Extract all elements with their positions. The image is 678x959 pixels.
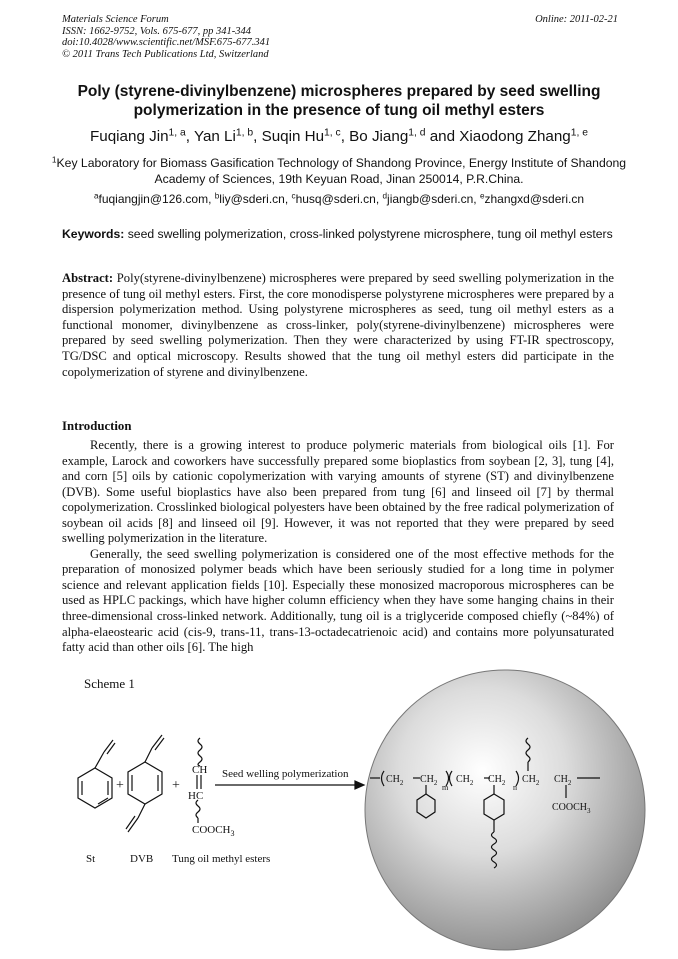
scheme-figure <box>0 668 678 958</box>
chain-ch2: $CH_2$ <box>554 774 572 787</box>
chain-cooch3: $COOCH_3$ <box>552 802 591 815</box>
issn-line: ISSN: 1662-9752, Vols. 675-677, pp 341-344 <box>62 25 251 37</box>
keywords-text: seed swelling polymerization, cross-linked polystyrene microsphere, tung oil methyl esters <box>127 227 613 241</box>
doi-line: doi:10.4028/www.scientific.net/MSF.675-677.341 <box>62 37 271 48</box>
online-date: Online: 2011-02-21 <box>535 14 618 25</box>
email-marker: d <box>382 191 388 201</box>
author-affiliation-marker: 1, e <box>570 127 588 139</box>
intro-paragraph: Recently, there is a growing interest to produce polymeric materials from biological oils [1]. For example, Larock and coworkers have successfully prepared some bioplastics from soybean [2, 3], tung [4], and corn [5] oils by cationic copolymerization with varying amounts of styrene (ST) and divinylbenzene (DVB). Some useful bioplastics have also been prepared from tung [6] and linseed oil [7] by thermal copolymerization. Crosslinked biological polyesters have been obtained by the free radical polymerization of soybean oil acids [8] and linseed oil [9]. However, it was not reported that they were prepared by seed swelling polymerization in the literature. <box>62 438 614 546</box>
author-separator: and <box>425 128 460 145</box>
chain-m: m <box>442 783 449 792</box>
tung-oil-structure <box>196 738 202 823</box>
abstract-text: Poly(styrene-divinylbenzene) microspheres were prepared by seed swelling polymerization in the presence of tung oil methyl esters. First, the core monodisperse polystyrene microspheres were prepared by a dispersion polymerization method. Using polystyrene microspheres as seed, tung oil methyl esters as a functional monomer, divinylbenzene as cross-linker, poly(styrene-divinylbenzene) microspheres were prepared by seed swelling polymerization. Then they were characterized by using FT-IR spectroscopy, TG/DSC and optical microscopy. Results showed that the tung oil methyl esters did participate in the copolymerization of styrene and divinylbenzene. <box>62 271 614 379</box>
email-marker: e <box>479 191 485 201</box>
author-affiliation-marker: 1, c <box>324 127 341 139</box>
author-name: Bo Jiang <box>349 128 409 145</box>
email-address[interactable]: jiangb@sderi.cn <box>387 192 474 206</box>
ch-label: CH <box>192 764 208 776</box>
author-name: Fuqiang Jin <box>90 128 169 145</box>
plus-sign: + <box>172 778 180 793</box>
author-name: Suqin Hu <box>261 128 325 145</box>
chain-ch2: $CH_2$ <box>456 774 474 787</box>
affiliation <box>40 155 638 187</box>
chain-ch2: $CH_2$ <box>386 774 404 787</box>
hc-label: HC <box>188 790 204 802</box>
keywords <box>62 226 614 242</box>
microsphere <box>365 670 645 950</box>
abstract <box>62 271 614 380</box>
email-address[interactable]: liy@sderi.cn <box>219 192 285 206</box>
introduction-body <box>62 438 614 656</box>
email-marker: b <box>214 191 220 201</box>
intro-paragraph: Generally, the seed swelling polymerization is considered one of the most effective methods for the preparation of monosized polymer beads which have been seriously studied for a long time in polymer science and relevant application fields [10]. Especially these monosized macroporous microspheres can be used as HPLC packings, which have higher column efficiency when they have some hanging chains in their three-dimensional cross-linked network. Additionally, tung oil is a triglyceride composed chiefly (~84%) of alpha-elaeostearic acid (cis-9, trans-11, trans-13-octadecatrienoic acid) and contains more polyunsaturated fatty acid than other oils [6]. The high <box>62 546 614 655</box>
abstract-label: Abstract: <box>62 271 114 285</box>
author-name: Yan Li <box>193 128 236 145</box>
journal-header <box>62 14 618 60</box>
author-name: Xiaodong Zhang <box>459 128 571 145</box>
chain-ch2: $CH_2$ <box>488 774 506 787</box>
email-marker: a <box>93 191 99 201</box>
styrene-structure <box>78 740 115 808</box>
chain-n: n <box>513 783 517 792</box>
copyright-line: © 2011 Trans Tech Publications Ltd, Switzerland <box>62 48 269 60</box>
label-st: St <box>86 853 96 865</box>
affiliation-text: Key Laboratory for Biomass Gasification Technology of Shandong Province, Energy Institute of Shandong Academy of Sciences, 19th Keyuan Road, Jinan 250014, P.R.China. <box>56 156 627 186</box>
journal-name: Materials Science Forum <box>62 14 169 25</box>
paper-title: Poly (styrene-divinylbenzene) microspheres prepared by seed swelling polymerization in the presence of tung oil methyl esters <box>77 83 601 119</box>
keywords-label: Keywords: <box>62 227 125 241</box>
dvb-structure <box>126 735 164 832</box>
plus-sign: + <box>116 778 124 793</box>
label-tung-oil: Tung oil methyl esters <box>172 853 271 865</box>
email-list: $^a$fuqiangjin@126.com, $^b$liy@sderi.cn, $^c$husq@sderi.cn, $^d$jiangb@sderi.cn, $^e$zhangxd@sderi.cn <box>93 191 585 206</box>
email-address[interactable]: husq@sderi.cn <box>295 192 376 206</box>
chain-ch2: $CH_2$ <box>420 774 438 787</box>
author-affiliation-marker: 1, a <box>168 127 186 139</box>
arrow-label: Seed welling polymerization <box>222 768 349 780</box>
author-affiliation-marker: 1, d <box>408 127 426 139</box>
chain-ch2: $CH_2$ <box>522 774 540 787</box>
author-list <box>40 128 638 145</box>
section-heading-introduction: Introduction <box>62 419 132 433</box>
email-marker: c <box>291 191 296 201</box>
author-affiliation-marker: 1, b <box>235 127 254 139</box>
email-address[interactable]: fuqiangjin@126.com <box>98 192 209 206</box>
email-address[interactable]: zhangxd@sderi.cn <box>484 192 585 206</box>
cooch3-label: $COOCH_3$ <box>192 824 235 838</box>
author-separator: , <box>253 128 262 145</box>
affiliation-marker: 1 <box>51 154 57 165</box>
scheme-label: Scheme 1 <box>84 676 135 691</box>
author-separator: , <box>185 128 194 145</box>
author-separator: , <box>340 128 350 145</box>
label-dvb: DVB <box>130 853 154 865</box>
